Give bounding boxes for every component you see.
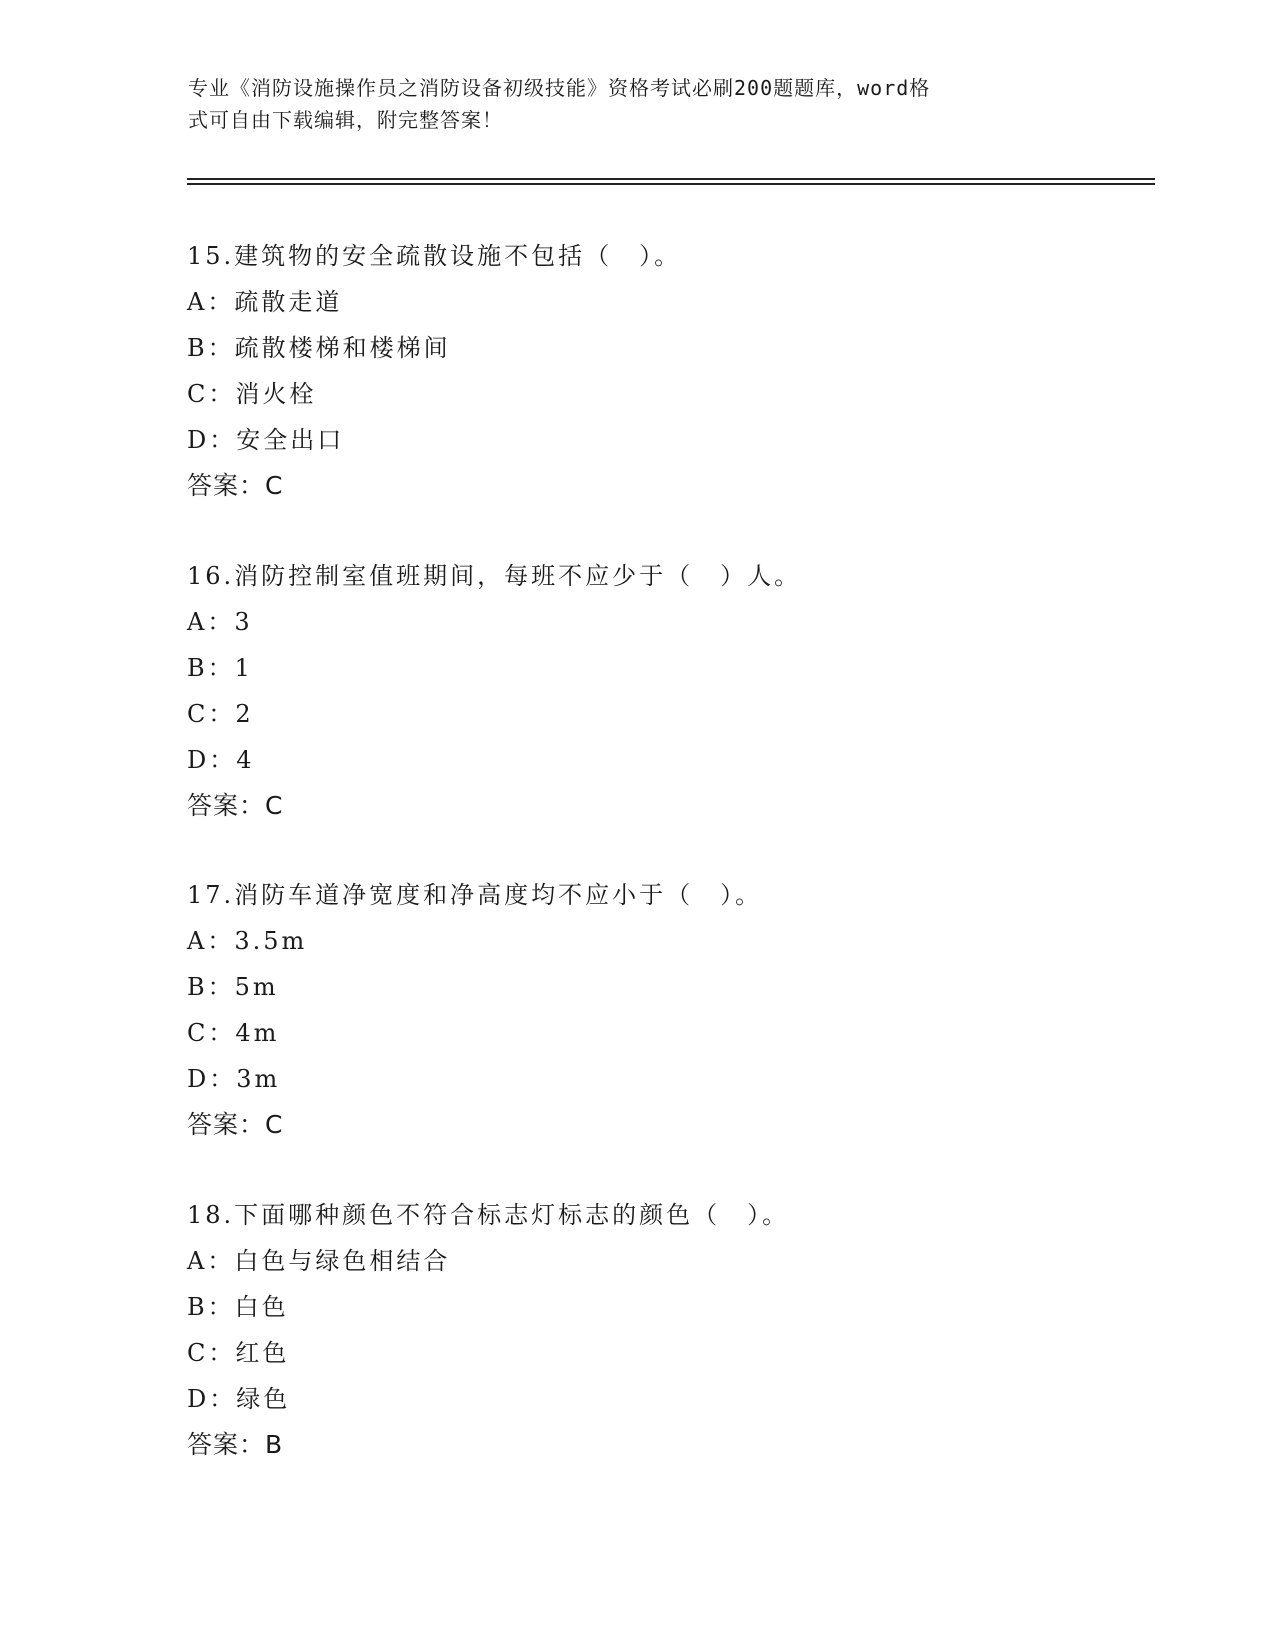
question-title: 17.消防车道净宽度和净高度均不应小于（ ）。 xyxy=(187,881,763,909)
option-a: A：3.5m xyxy=(187,927,308,955)
option-b: B：5m xyxy=(187,973,279,1001)
header-divider-top xyxy=(187,178,1155,180)
option-a: A：3 xyxy=(187,608,253,636)
option-c: C：消火栓 xyxy=(187,380,317,408)
question-title: 16.消防控制室值班期间，每班不应少于（ ）人。 xyxy=(187,562,802,590)
header-line-1: 专业《消防设施操作员之消防设备初级技能》资格考试必刷200题题库，word格 xyxy=(188,76,931,100)
question-16 xyxy=(187,553,1107,829)
question-17 xyxy=(187,872,1107,1148)
question-15 xyxy=(187,233,1107,509)
option-a: A：疏散走道 xyxy=(187,288,343,316)
question-18 xyxy=(187,1192,1107,1468)
answer: 答案：C xyxy=(187,471,284,500)
option-a: A：白色与绿色相结合 xyxy=(187,1247,451,1275)
header-divider-bottom xyxy=(187,183,1155,185)
option-d: D：安全出口 xyxy=(187,426,345,454)
option-b: B：1 xyxy=(187,654,253,682)
option-d: D：绿色 xyxy=(187,1385,291,1413)
question-title: 15.建筑物的安全疏散设施不包括（ ）。 xyxy=(187,242,682,270)
answer: 答案：B xyxy=(187,1430,284,1459)
option-c: C：4m xyxy=(187,1019,280,1047)
option-c: C：红色 xyxy=(187,1339,290,1367)
document-header xyxy=(188,72,1068,136)
option-d: D：3m xyxy=(187,1065,281,1093)
answer: 答案：C xyxy=(187,1110,284,1139)
option-d: D：4 xyxy=(187,746,255,774)
option-b: B：白色 xyxy=(187,1293,289,1321)
option-c: C：2 xyxy=(187,700,254,728)
question-title: 18.下面哪种颜色不符合标志灯标志的颜色（ ）。 xyxy=(187,1201,790,1229)
option-b: B：疏散楼梯和楼梯间 xyxy=(187,334,451,362)
header-line-2: 式可自由下载编辑，附完整答案！ xyxy=(188,108,503,132)
answer: 答案：C xyxy=(187,791,284,820)
